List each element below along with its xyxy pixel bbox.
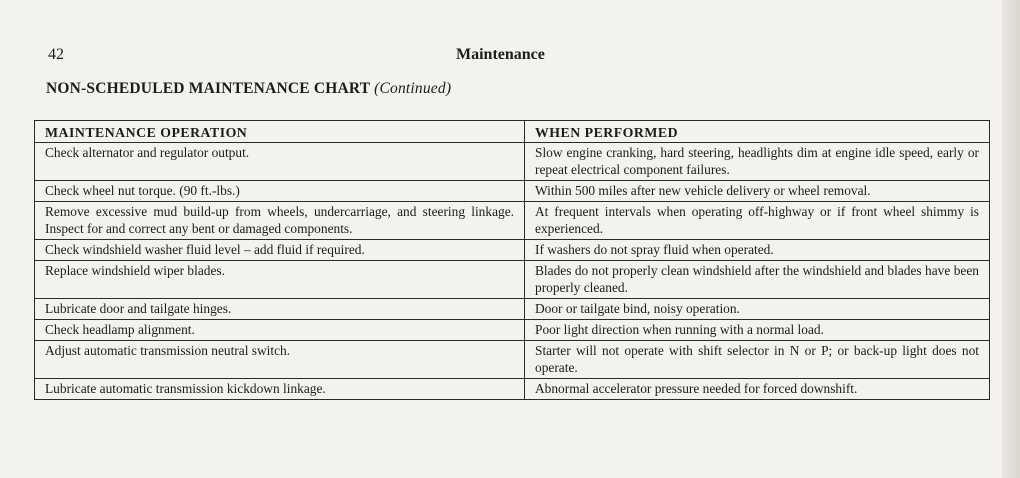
table-row: [35, 261, 990, 299]
operation-cell: Lubricate door and tailgate hinges.: [35, 299, 525, 320]
table-row: [35, 299, 990, 320]
when-performed-cell: Blades do not properly clean windshield after the windshield and blades have been properly cleaned.: [525, 261, 990, 299]
chart-title: [46, 80, 451, 98]
when-performed-cell: At frequent intervals when operating off-highway or if front wheel shimmy is experienced.: [525, 202, 990, 240]
page-edge: [1002, 0, 1020, 478]
table-row: [35, 341, 990, 379]
header-when-performed: WHEN PERFORMED: [525, 121, 990, 143]
running-head: Maintenance: [456, 46, 545, 63]
operation-cell: Check alternator and regulator output.: [35, 143, 525, 181]
operation-cell: Replace windshield wiper blades.: [35, 261, 525, 299]
when-performed-cell: Door or tailgate bind, noisy operation.: [525, 299, 990, 320]
when-performed-cell: If washers do not spray fluid when operated.: [525, 240, 990, 261]
operation-cell: Adjust automatic transmission neutral switch.: [35, 341, 525, 379]
table-row: [35, 181, 990, 202]
chart-title-text: NON-SCHEDULED MAINTENANCE CHART: [46, 80, 371, 97]
maintenance-table: [34, 120, 990, 400]
table-row: [35, 320, 990, 341]
table-row: [35, 143, 990, 181]
operation-cell: Remove excessive mud build-up from wheels, undercarriage, and steering linkage. Inspect for and correct any bent or damaged components.: [35, 202, 525, 240]
when-performed-cell: Starter will not operate with shift selector in N or P; or back-up light does not operate.: [525, 341, 990, 379]
header-maintenance-operation: MAINTENANCE OPERATION: [35, 121, 525, 143]
operation-cell: Check wheel nut torque. (90 ft.-lbs.): [35, 181, 525, 202]
when-performed-cell: Slow engine cranking, hard steering, headlights dim at engine idle speed, early or repeat electrical component failures.: [525, 143, 990, 181]
page-number: 42: [48, 46, 64, 63]
table-header-row: [35, 121, 990, 143]
when-performed-cell: Poor light direction when running with a normal load.: [525, 320, 990, 341]
chart-title-suffix: (Continued): [374, 80, 452, 97]
operation-cell: Lubricate automatic transmission kickdown linkage.: [35, 379, 525, 400]
when-performed-cell: Abnormal accelerator pressure needed for forced downshift.: [525, 379, 990, 400]
when-performed-cell: Within 500 miles after new vehicle delivery or wheel removal.: [525, 181, 990, 202]
table-row: [35, 379, 990, 400]
table-row: [35, 240, 990, 261]
table-row: [35, 202, 990, 240]
operation-cell: Check headlamp alignment.: [35, 320, 525, 341]
operation-cell: Check windshield washer fluid level – add fluid if required.: [35, 240, 525, 261]
